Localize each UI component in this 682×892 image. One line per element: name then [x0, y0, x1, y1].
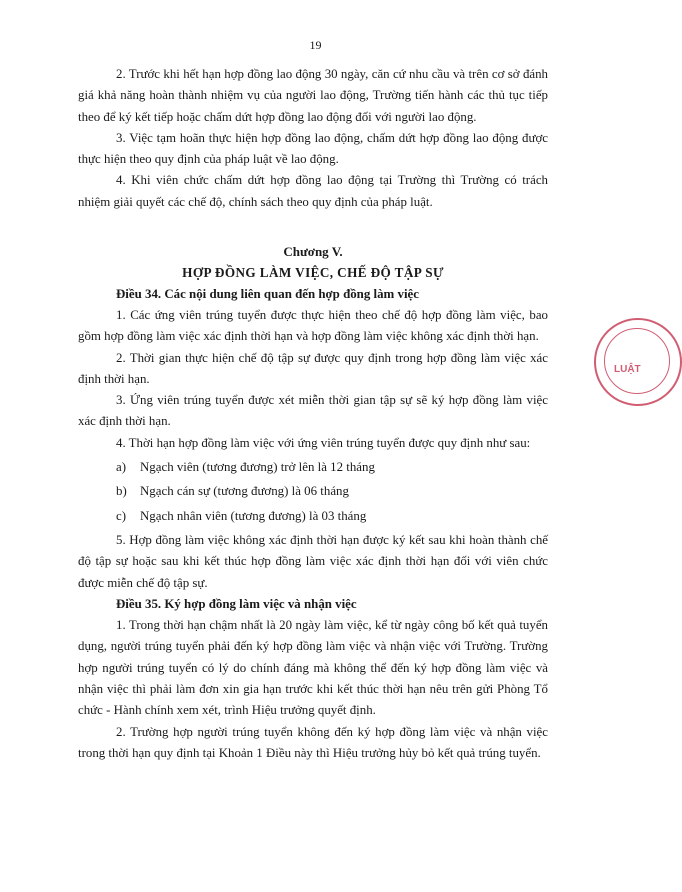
list-item — [78, 457, 548, 478]
article-34-clause-4: 4. Thời hạn hợp đồng làm việc với ứng viên trúng tuyển được quy định như sau: — [116, 435, 531, 450]
article-34-clause-3: 3. Ứng viên trúng tuyển được xét miễn thời gian tập sự sẽ ký hợp đồng làm việc xác định thời hạn. — [78, 393, 548, 429]
stamp-inner-ring — [604, 328, 670, 394]
paragraph-termination-notice: 2. Trước khi hết hạn hợp đồng lao động 30 ngày, căn cứ nhu cầu và trên cơ sở đánh giá khả năng hoàn thành nhiệm vụ của người lao động, Trường tiến hành các thủ tục tiếp theo để ký kết tiếp hoặc chấm dứt hợp đồng lao động đối với người lao động. — [78, 67, 548, 124]
list-item-text: Ngạch viên (tương đương) trở lên là 12 tháng — [140, 460, 375, 475]
list-marker: c) — [116, 508, 127, 523]
contract-term-list — [78, 457, 548, 527]
paragraph-suspension: 3. Việc tạm hoãn thực hiện hợp đồng lao động, chấm dứt hợp đồng lao động được thực hiện theo quy định của pháp luật về lao động. — [78, 130, 548, 167]
article-35-heading: Điều 35. Ký hợp đồng làm việc và nhận việc — [116, 596, 357, 611]
article-34-clause-1: 1. Các ứng viên trúng tuyển được thực hiện theo chế độ hợp đồng làm việc, bao gồm hợp đồng làm việc xác định thời hạn và hợp đồng làm việc không xác định thời hạn. — [78, 307, 548, 344]
document-body — [78, 64, 548, 764]
list-marker: a) — [116, 460, 127, 475]
article-34-clause-2: 2. Thời gian thực hiện chế độ tập sự được quy định trong hợp đồng làm việc xác định thời hạn. — [78, 350, 548, 386]
official-stamp — [594, 318, 682, 406]
list-item-text: Ngạch nhân viên (tương đương) là 03 tháng — [140, 508, 367, 523]
list-marker: b) — [116, 484, 127, 499]
list-item-text: Ngạch cán sự (tương đương) là 06 tháng — [140, 484, 349, 499]
article-34-clause-5: 5. Hợp đồng làm việc không xác định thời hạn được ký kết sau khi hoàn thành chế độ tập sự hoặc sau khi kết thúc hợp đồng làm việc xác định thời hạn đối với viên chức được miễn chế độ tập sự. — [78, 532, 548, 590]
chapter-number: Chương V. — [283, 244, 343, 260]
article-35-clause-2: 2. Trường hợp người trúng tuyển không đến ký hợp đồng làm việc và nhận việc trong thời hạn quy định tại Khoản 1 Điều này thì Hiệu trưởng hủy bỏ kết quả trúng tuyển. — [78, 724, 548, 760]
chapter-title: HỢP ĐỒNG LÀM VIỆC, CHẾ ĐỘ TẬP SỰ — [182, 265, 444, 281]
article-35-clause-1: 1. Trong thời hạn chậm nhất là 20 ngày làm việc, kể từ ngày công bố kết quả tuyển dụng, người trúng tuyển phải đến ký hợp đồng làm việc và nhận việc với Trường. Trường hợp người trúng tuyển có lý do chính đáng mà không thể đến ký hợp đồng làm việc và nhận việc thì phải làm đơn xin gia hạn trước khi kết thúc thời hạn nêu trên gửi Phòng Tổ chức - Hành chính xem xét, trình Hiệu trưởng quyết định. — [78, 618, 548, 718]
paragraph-benefits: 4. Khi viên chức chấm dứt hợp đồng lao động tại Trường thì Trường có trách nhiệm giải quyết các chế độ, chính sách theo quy định của pháp luật. — [78, 173, 548, 209]
stamp-text: LUẬT — [614, 364, 641, 375]
list-item — [78, 481, 548, 502]
article-34-heading: Điều 34. Các nội dung liên quan đến hợp đồng làm việc — [116, 286, 419, 301]
list-item — [78, 506, 548, 527]
page-number: 19 — [309, 38, 322, 52]
